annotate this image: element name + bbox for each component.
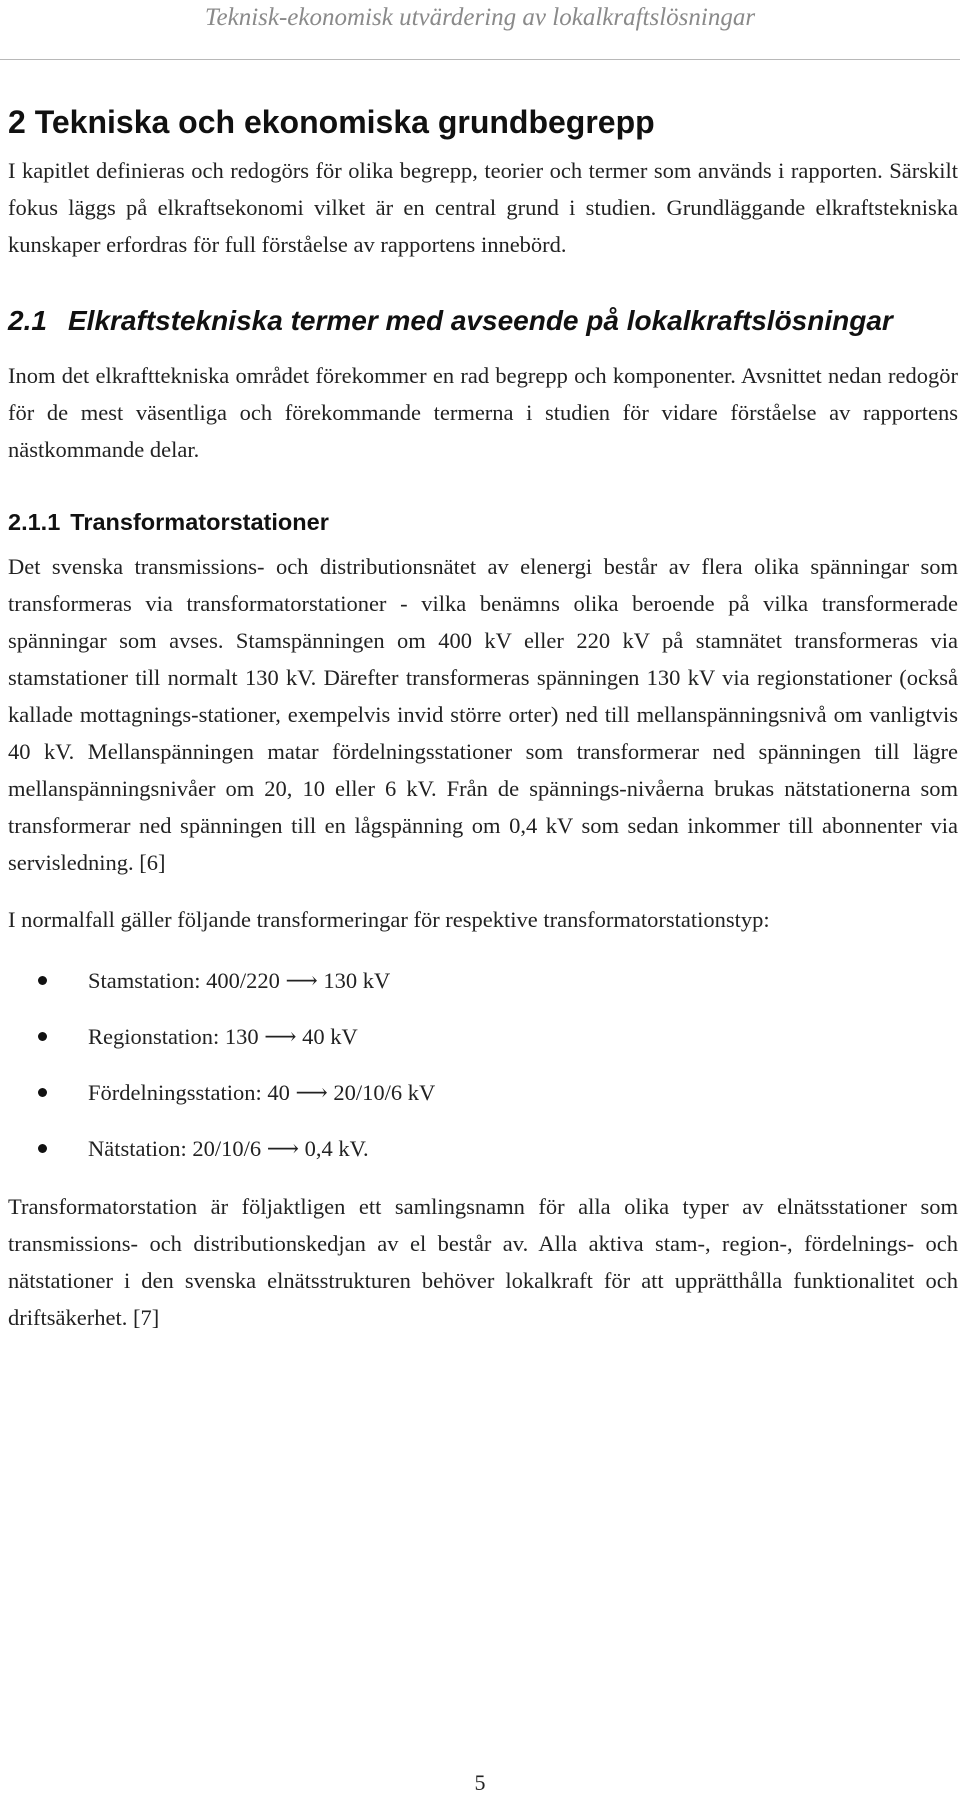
chapter-intro-paragraph: I kapitlet definieras och redogörs för olika begrepp, teorier och termer som används i rapporten. Särskilt fokus läggs på elkraftsekonomi vilket är en central grund i studien. Grundläggande elkraftstekniska kunskaper erfordras för full förståelse av rapportens innebörd.: [8, 158, 958, 257]
body-paragraph-summary: Transformatorstation är följaktligen ett samlingsnamn för alla olika typer av elnätsstationer som transmissions- och distributionskedjan av el består av. Alla aktiva stam-, region-, fördelnings- och nätstationer i den svenska elnätsstrukturen behöver lokalkraft för att upprätthålla funktionalitet och driftsäkerhet. [7]: [8, 1194, 958, 1330]
bullet-icon: [38, 1032, 47, 1041]
subsection-title: Transformatorstationer: [70, 509, 329, 535]
section-intro-paragraph: Inom det elkrafttekniska området förekommer en rad begrepp och komponenter. Avsnittet nedan redogör för de mest väsentliga och förekommande termerna i studien för vidare förståelse av rapportens nästkommande delar.: [8, 363, 958, 462]
bullet-icon: [38, 976, 47, 985]
body-paragraph-normal-case: I normalfall gäller följande transformeringar för respektive transformatorstationstyp:: [8, 907, 770, 932]
subsection-number: 2.1.1: [8, 509, 61, 535]
list-item-text: Regionstation: 130 ⟶ 40 kV: [88, 1023, 358, 1049]
paragraph-spacer: [8, 881, 958, 901]
bullet-icon: [38, 1088, 47, 1097]
page-number: 5: [474, 1770, 486, 1795]
bullet-icon: [38, 1144, 47, 1153]
list-item-text: Stamstation: 400/220 ⟶ 130 kV: [88, 967, 391, 993]
list-item-text: Fördelningsstation: 40 ⟶ 20/10/6 kV: [88, 1079, 436, 1105]
body-paragraph-transformers: Det svenska transmissions- och distributionsnätet av elenergi består av flera olika spänningar som transformeras via transformatorstationer - vilka benämns olika beroende på vilka transformerade spänningar som avses. Stamspänningen om 400 kV eller 220 kV på stamnätet transformeras via stamstationer till normalt 130 kV. Därefter transformeras spänningen 130 kV via regionstationer (också kallade mottagnings-stationer, exempelvis invid större orter) ned till mellanspänningsnivå om vanligtvis 40 kV. Mellanspänningen matar fördelningsstationer som transformerar ned spänningen till lägre mellanspänningsnivåer om 20, 10 eller 6 kV. Från de spännings-nivåerna brukas nätstationerna som transformerar ned spänningen till en lågspänning om 0,4 kV som sedan inkommer till abonnenter via servisledning. [6]: [8, 554, 958, 875]
list-item: [8, 1008, 958, 1064]
list-item: [8, 1120, 958, 1176]
chapter-heading: 2 Tekniska och ekonomiska grundbegrepp: [8, 104, 655, 140]
page-content: [8, 100, 958, 1336]
transformation-list: [8, 952, 958, 1176]
section-title: Elkraftstekniska termer med avseende på lokalkraftslösningar: [68, 305, 893, 336]
section-number: 2.1: [8, 305, 47, 336]
running-header: Teknisk-ekonomisk utvärdering av lokalkraftslösningar: [0, 0, 960, 60]
subsection-heading: [8, 504, 958, 540]
section-heading: [8, 302, 958, 340]
list-item: [8, 952, 958, 1008]
list-item: [8, 1064, 958, 1120]
list-item-text: Nätstation: 20/10/6 ⟶ 0,4 kV.: [88, 1135, 369, 1161]
